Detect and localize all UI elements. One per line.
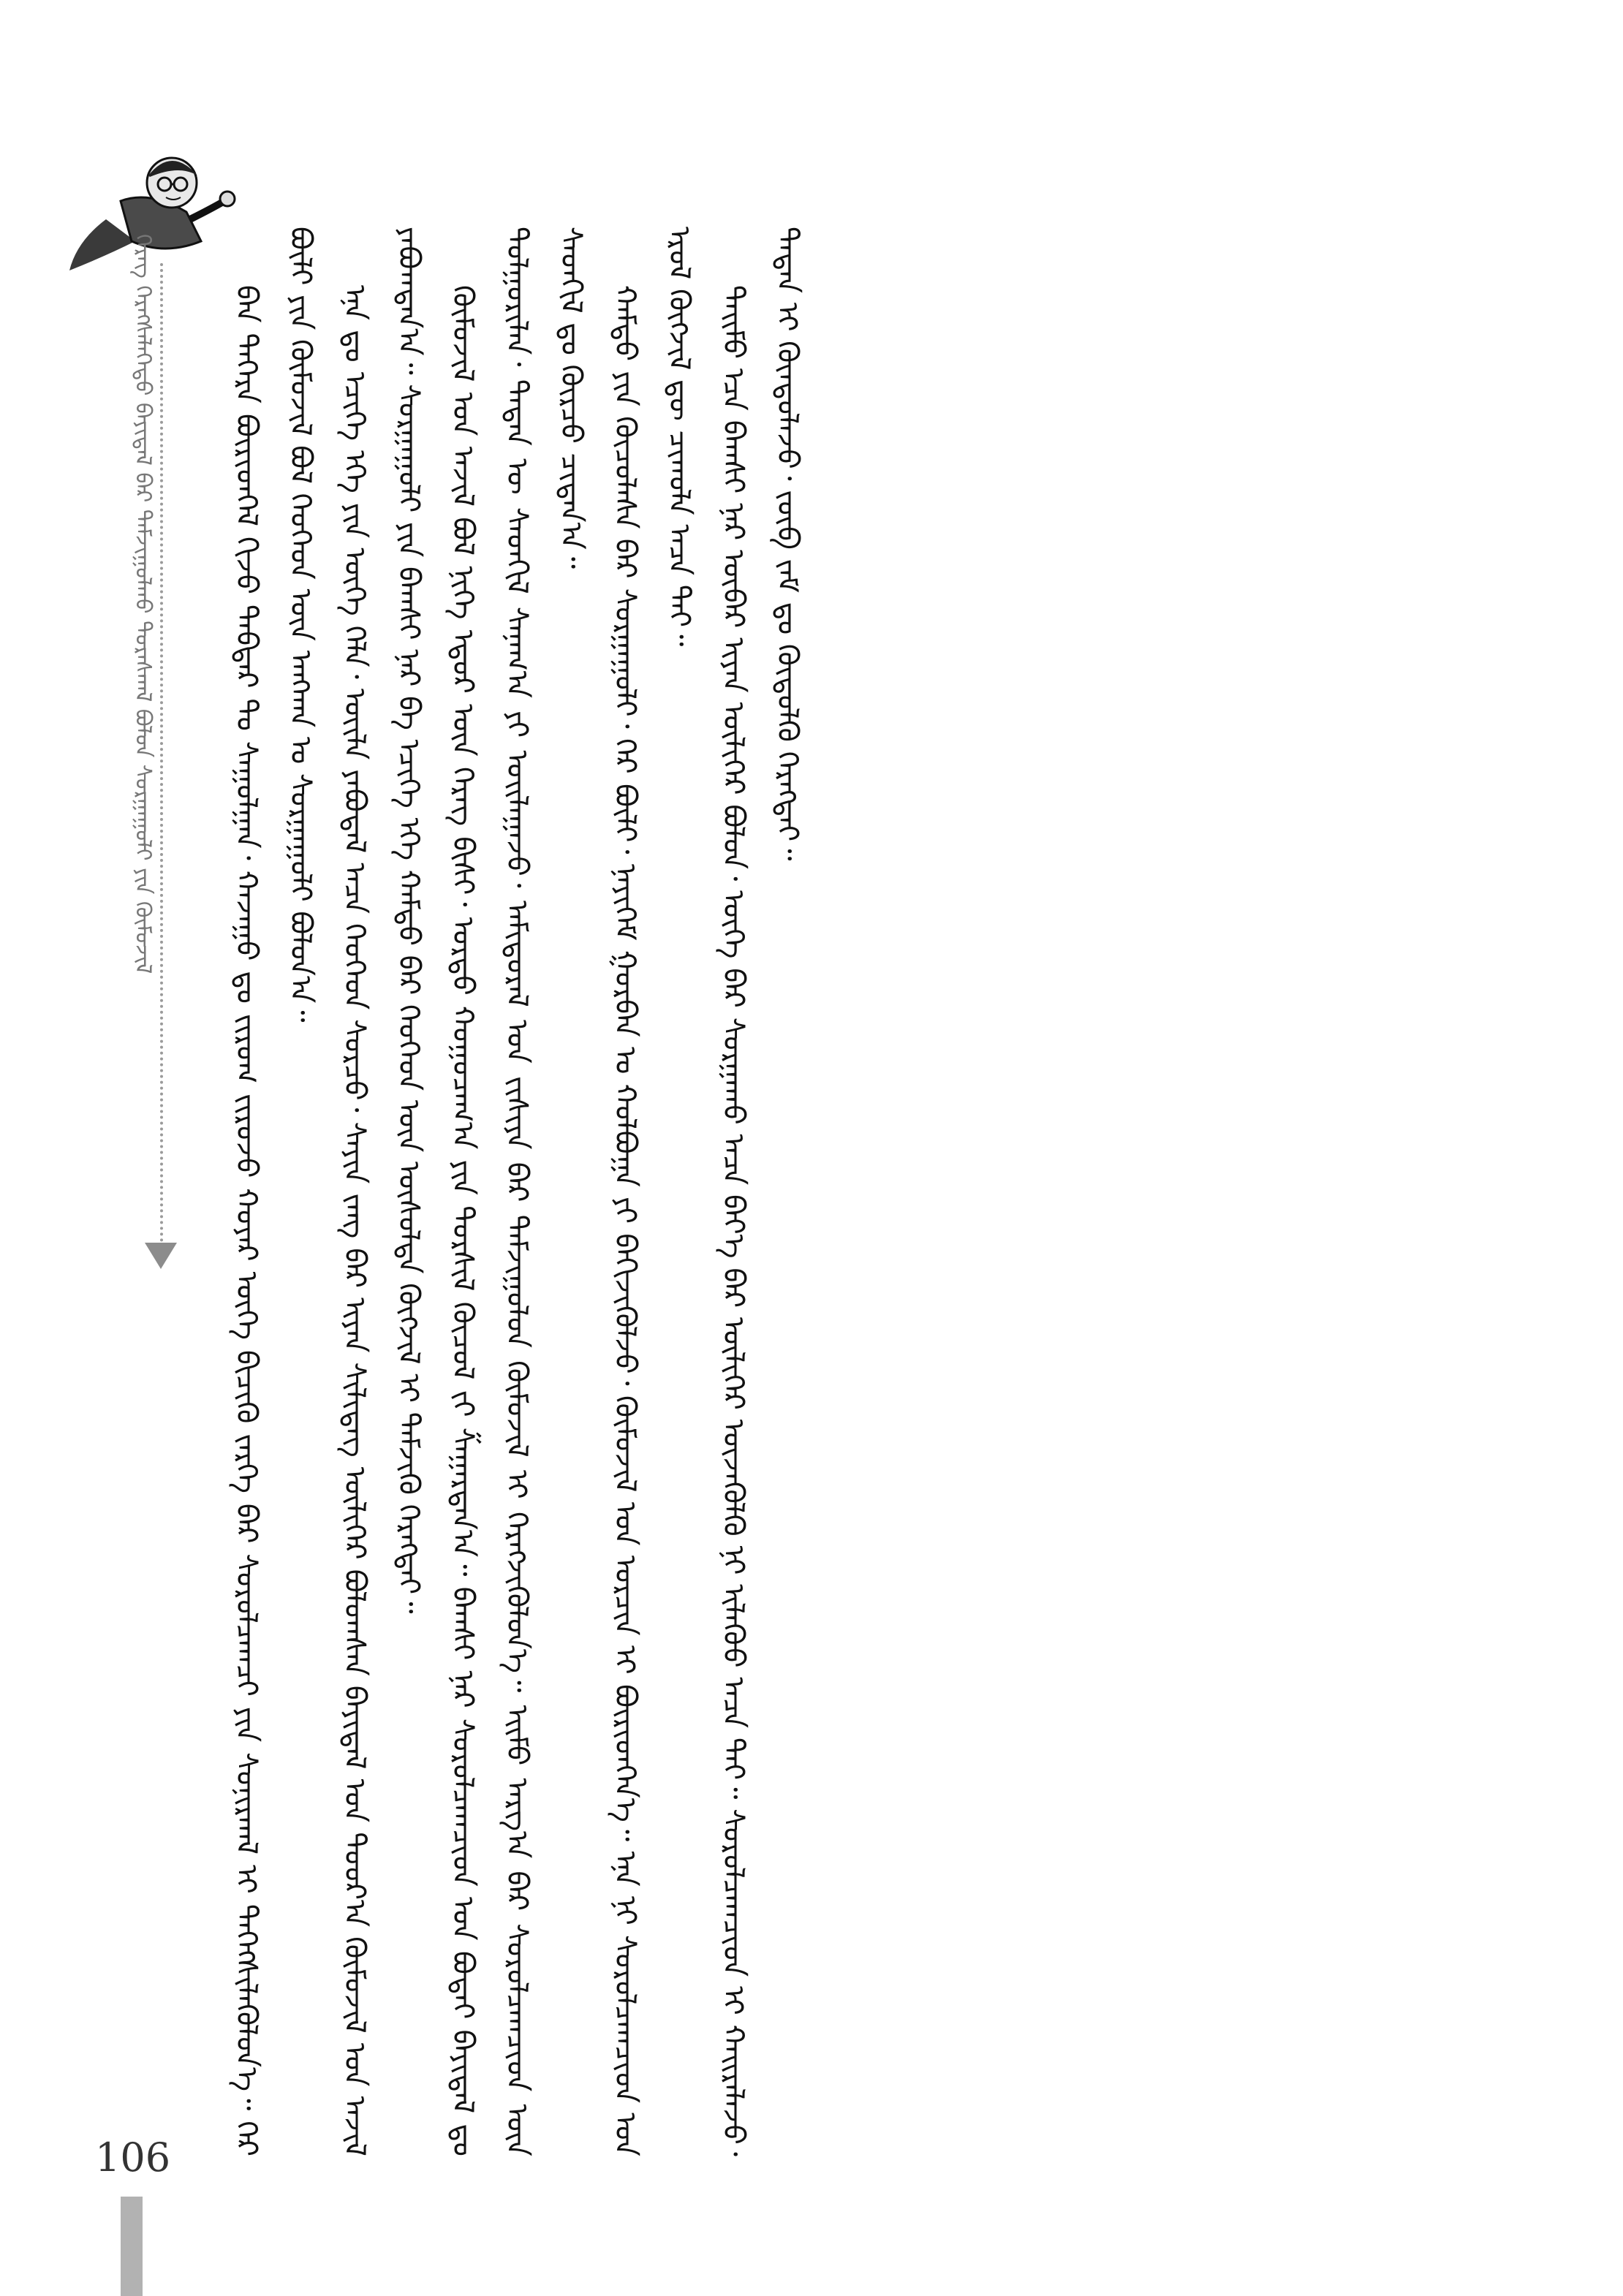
paragraph: ᠪᠠᠨ ᠳᠡᠭᠡᠷᠡ ᠪᠦᠷᠢᠳᠬᠡᠯ ᠬᠢᠵᠦ ᠳᠡᠪᠲᠡᠷ ᠲᠤ ᠰᠠᠭᠤᠯᠭᠠᠨ᠂ ᠬᠠᠵᠠᠭᠤ ᠳᠤ ᠵᠢᠷᠤᠭ ᠵᠢᠷᠤᠵᠤ ᠬᠣᠶᠠᠷ ᠦᠭᠡ ᠪᠢᠴᠢᠬᠦ ᠵᠡᠷᠭᠡ ᠪᠡᠷ ᠰᠤᠷᠤᠯᠴᠠᠭᠴᠢ ᠶᠢᠨ ᠰᠣᠨᠢᠷᠬᠠᠯ ᠢ ᠳᠡᠭᠡᠭᠰᠢᠯᠡᠭᠦᠯᠦᠨ᠎ᠡ᠃ ᠭᠡᠷ ᠪᠦᠯᠢ ᠶᠢᠨ ᠬᠦᠮᠦᠵᠢᠯ ᠪᠤᠯ ᠬᠡᠦᠬᠡᠳ ᠦᠨ ᠠᠩᠬᠠᠨ ᠤ ᠰᠤᠷᠭᠠᠭᠤᠯᠢ ᠪᠣᠯᠤᠨ᠎ᠠ᠃: [230, 227, 317, 2156]
running-header: ᠬᠡᠷᠡᠭ ᠬᠡᠷᠡᠭᠰᠡᠯᠡᠭᠡᠳᠦ ᠪᠠᠶᠢᠳᠠᠯ ᠪᠡᠷ ᠳᠠᠮᠵᠢᠭᠤᠯᠬᠤ ᠳᠤᠷᠠᠰᠬᠠᠯ ᠪᠤᠯᠤᠨ ᠰᠤᠷᠭᠠᠭᠤᠯᠢ ᠶᠢᠨ ᠬᠦᠮᠦᠵᠢᠯ: [130, 234, 156, 974]
paragraph: ᠬᠦᠮᠦᠵᠢᠯ ᠤᠨ ᠠᠵᠢᠯ ᠪᠣᠯ ᠨᠢᠭᠡ ᠡᠳᠦᠷ ᠦᠨ ᠬᠡᠷᠡᠭ ᠪᠢᠰᠢ᠂ ᠤᠷᠲᠤ ᠬᠤᠭᠤᠴᠠᠭ᠎ᠠ ᠶᠢᠨ ᠳᠤᠷᠰᠢᠯ ᠬᠦᠴᠦᠯ ᠵᠢ ᠱᠠᠭᠠᠷᠳᠠᠨ᠎ᠠ᠃ ᠪᠠᠭᠰᠢ ᠨᠠᠷ ᠰᠤᠷᠤᠯᠴᠠᠭᠴᠢᠳ ᠤᠨ ᠪᠣᠳᠠᠢ ᠪᠠᠶᠢᠳᠠᠯ ᠳᠤ ᠲᠤᠯᠭᠤᠷᠢᠯᠠᠨ᠂ ᠲᠡᠳᠡᠨ ᠦ ᠰᠡᠳᠬᠢᠯ ᠰᠠᠨᠠᠭ᠎ᠠ ᠶᠢ ᠣᠢᠯᠠᠭᠠᠵᠤ᠂ ᠠᠮᠢᠳᠤᠷᠠᠯ ᠤᠨ ᠵᠢᠱᠢᠶᠡ ᠪᠠᠷ ᠳᠠᠮᠵᠢᠭᠤᠯᠤᠨ ᠬᠦᠮᠦᠵᠢᠯ ᠢ ᠬᠡᠷᠡᠭᠵᠢᠭᠦᠯᠦᠨ᠎ᠡ᠃ ᠡᠢᠮᠦ ᠠᠷᠭ᠎ᠠ ᠪᠠᠷ ᠰᠤᠷᠤᠯᠴᠠᠭᠴᠢᠳ ᠦᠨ ᠰᠡᠳᠬᠢᠯ ᠳᠤ ᠬᠦᠷᠴᠦ ᠴᠢᠳᠠᠨ᠎ᠠ᠃: [446, 227, 588, 2156]
header-divider: [160, 263, 163, 1243]
paragraph: ᠬᠠᠮᠲᠤ ᠶᠢᠨ ᠬᠦᠴᠦᠯᠡᠰᠡ ᠪᠠᠷ ᠰᠤᠷᠭᠠᠭᠤᠯᠢ᠂ ᠭᠡᠷ ᠪᠦᠯᠢ᠂ ᠨᠡᠶᠢᠭᠡᠮ ᠭᠤᠷᠪᠠᠨ ᠤ ᠬᠣᠯᠪᠣᠭᠠ ᠶᠢ ᠪᠡᠬᠢᠵᠢᠭᠦᠯᠵᠦ᠂ ᠬᠦᠮᠦᠵᠢᠯ ᠤᠨ ᠣᠷᠴᠢᠨ ᠢ ᠪᠦᠷᠢᠳᠬᠡᠨ᠎ᠡ᠃ ᠡᠨᠡ ᠨᠢ ᠰᠤᠷᠤᠯᠴᠠᠭᠴᠢᠳ ᠤᠨ ᠡᠷᠦᠯ ᠬᠥᠭᠵᠢᠯ ᠳᠦ ᠴᠢᠬᠤᠯᠠ ᠠᠴᠠ ᠲᠠᠢ᠃: [608, 227, 696, 2156]
header-marker-icon: [145, 1243, 177, 1269]
paragraph: ᠲᠡᠢᠮᠦ ᠡᠴᠡ ᠪᠠᠭᠰᠢ ᠨᠠᠷ ᠥᠪᠡᠷ ᠢᠶᠡᠨ ᠦᠯᠢᠭᠡᠷ ᠪᠣᠯᠤᠨ᠂ ᠦᠭᠡ ᠪᠡᠷ ᠰᠤᠷᠭᠠᠬᠤ ᠠᠴᠠ ᠪᠡᠶ᠎ᠡ ᠪᠡᠷ ᠦᠯᠢᠭᠡᠷ ᠦᠵᠡᠭᠦᠯᠬᠦ ᠨᠢ ᠢᠯᠡᠭᠦᠦ ᠠᠴᠠ ᠲᠠᠢ᠃ ᠰᠤᠷᠤᠯᠴᠠᠭᠴᠢᠳ ᠢ ᠬᠠᠢᠷᠠᠯᠠᠵᠤ᠂ ᠲᠡᠳᠡᠨ ᠢ ᠬᠦᠨᠳᠦᠯᠡᠵᠦ᠂ ᠵᠥᠪ ᠵᠠᠮ ᠳᠤ ᠬᠥᠲᠦᠯᠬᠦ ᠬᠡᠷᠡᠭᠲᠡᠢ᠃: [716, 227, 804, 2156]
paragraph: ᠡᠨᠡ ᠳᠤ ᠡᠴᠢᠭᠡ ᠡᠬᠡ ᠶᠢᠨ ᠦᠭᠡ ᠬᠡᠯᠡ᠂ ᠦᠢᠯᠡ ᠶᠠᠪᠤᠳᠠᠯ ᠠᠴᠠ ᠬᠡᠦᠬᠡᠳ ᠰᠤᠷᠴᠤ᠂ ᠰᠠᠶᠢᠨ ᠵᠠᠩ ᠪᠠᠷ ᠢᠶᠠᠨ ᠰᠢᠯᠢᠳᠡᠭ ᠦᠯᠢᠭᠡᠷ ᠪᠣᠯᠤᠭᠰᠠᠨ ᠪᠠᠶᠢᠳᠠᠯ ᠤᠨ ᠳᠣᠣᠷ᠎ᠠ ᠬᠦᠮᠦᠵᠢᠯ ᠤᠨ ᠠᠵᠢᠯ ᠶᠠᠪᠤᠭᠳᠠᠨ᠎ᠠ᠃ ᠰᠤᠷᠭᠠᠭᠤᠯᠢ ᠶᠢᠨ ᠪᠠᠭᠰᠢ ᠨᠠᠷ ᠪᠠ ᠡᠴᠢᠭᠡ ᠡᠬᠡ ᠬᠠᠮᠲᠤ ᠪᠡᠷ ᠬᠡᠦᠬᠡᠳ ᠦᠨ ᠦᠰᠦᠯᠲᠡ ᠬᠥᠭᠵᠢᠯ ᠢ ᠳᠡᠮᠵᠢᠬᠦ ᠬᠡᠷᠡᠭᠲᠡᠢ᠃: [338, 227, 425, 2156]
body-text: [219, 227, 1404, 2156]
page-edge-tab: [121, 2197, 143, 2296]
page-number: 106: [95, 2134, 171, 2181]
